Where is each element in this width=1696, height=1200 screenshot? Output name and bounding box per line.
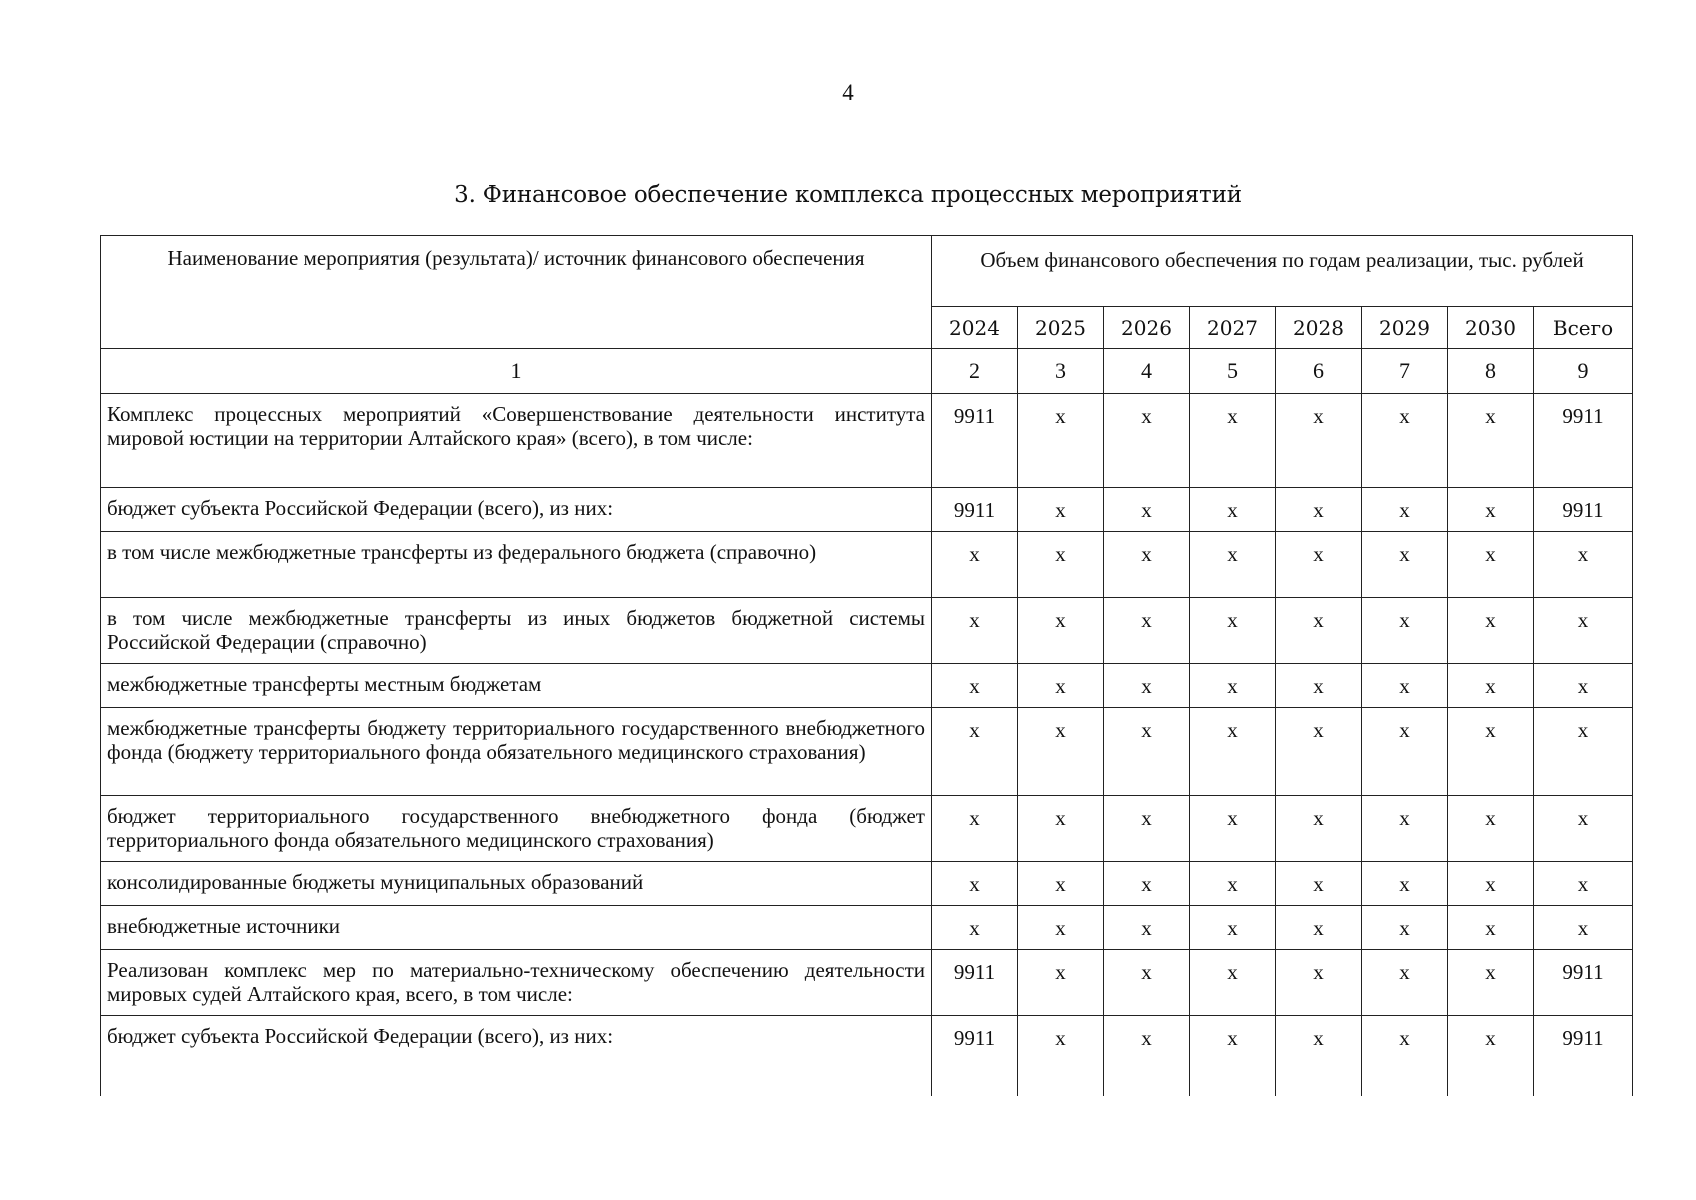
row-value-cell: x	[1104, 950, 1190, 1016]
row-value-cell: x	[1448, 488, 1534, 532]
row-total-cell: 9911	[1534, 488, 1633, 532]
row-value-cell: x	[1276, 950, 1362, 1016]
table-row	[101, 598, 1633, 664]
row-value-cell: x	[1362, 950, 1448, 1016]
column-number: 9	[1534, 349, 1633, 394]
row-value-cell: x	[1362, 1016, 1448, 1096]
row-value-cell: x	[1104, 708, 1190, 796]
row-total-cell: x	[1534, 796, 1633, 862]
column-number: 8	[1448, 349, 1534, 394]
row-value-cell: x	[1448, 708, 1534, 796]
column-number: 6	[1276, 349, 1362, 394]
row-value-cell: 9911	[932, 488, 1018, 532]
row-value-cell: x	[1190, 796, 1276, 862]
row-value-cell: x	[1018, 394, 1104, 488]
row-value-cell: x	[1018, 598, 1104, 664]
row-value-cell: x	[1018, 488, 1104, 532]
row-value-cell: x	[1362, 862, 1448, 906]
row-value-cell: x	[1276, 1016, 1362, 1096]
table-row	[101, 488, 1633, 532]
year-header: 2024	[932, 307, 1018, 349]
year-header: 2029	[1362, 307, 1448, 349]
row-value-cell: x	[932, 532, 1018, 598]
row-value-cell: x	[1104, 906, 1190, 950]
row-value-cell: x	[1190, 394, 1276, 488]
row-name-cell: межбюджетные трансферты местным бюджетам	[101, 664, 932, 708]
row-name-cell: консолидированные бюджеты муниципальных образований	[101, 862, 932, 906]
row-value-cell: 9911	[932, 950, 1018, 1016]
row-value-cell: x	[1018, 532, 1104, 598]
year-header: 2028	[1276, 307, 1362, 349]
year-header: 2026	[1104, 307, 1190, 349]
column-number: 5	[1190, 349, 1276, 394]
column-number-row	[101, 349, 1633, 394]
row-total-cell: x	[1534, 598, 1633, 664]
row-value-cell: x	[932, 664, 1018, 708]
total-header: Всего	[1534, 307, 1633, 349]
row-value-cell: x	[1276, 598, 1362, 664]
table-row	[101, 708, 1633, 796]
page-number: 4	[842, 80, 854, 105]
table-body	[101, 394, 1633, 1096]
row-value-cell: x	[1104, 598, 1190, 664]
row-name-cell: межбюджетные трансферты бюджету территориального государственного внебюджетного фонда (бюджету территориального фонда обязательного медицинского страхования)	[101, 708, 932, 796]
year-header: 2027	[1190, 307, 1276, 349]
row-total-cell: x	[1534, 862, 1633, 906]
row-name-cell: в том числе межбюджетные трансферты из иных бюджетов бюджетной системы Российской Федерации (справочно)	[101, 598, 932, 664]
header-group-cell: Объем финансового обеспечения по годам реализации, тыс. рублей	[932, 236, 1633, 307]
header-row-1	[101, 236, 1633, 307]
row-name-cell: Комплекс процессных мероприятий «Совершенствование деятельности института мировой юстиции на территории Алтайского края» (всего), в том числе:	[101, 394, 932, 488]
header-name-cell: Наименование мероприятия (результата)/ источник финансового обеспечения	[101, 236, 932, 349]
row-value-cell: x	[1362, 394, 1448, 488]
row-name-cell: бюджет территориального государственного внебюджетного фонда (бюджет территориального фонда обязательного медицинского страхования)	[101, 796, 932, 862]
row-value-cell: x	[1276, 796, 1362, 862]
row-value-cell: x	[1190, 1016, 1276, 1096]
row-value-cell: x	[1018, 664, 1104, 708]
row-value-cell: x	[1448, 862, 1534, 906]
column-number: 7	[1362, 349, 1448, 394]
row-value-cell: x	[1448, 906, 1534, 950]
row-value-cell: x	[1448, 796, 1534, 862]
row-total-cell: x	[1534, 532, 1633, 598]
row-value-cell: x	[1018, 1016, 1104, 1096]
table-row	[101, 950, 1633, 1016]
row-value-cell: x	[1104, 1016, 1190, 1096]
row-value-cell: x	[1018, 950, 1104, 1016]
row-value-cell: x	[1190, 664, 1276, 708]
row-value-cell: x	[1448, 394, 1534, 488]
row-value-cell: x	[1190, 598, 1276, 664]
row-value-cell: x	[1104, 488, 1190, 532]
row-value-cell: x	[932, 862, 1018, 906]
row-value-cell: x	[1448, 598, 1534, 664]
table-row	[101, 532, 1633, 598]
row-value-cell: x	[1190, 862, 1276, 906]
row-value-cell: x	[1276, 664, 1362, 708]
row-value-cell: x	[1190, 950, 1276, 1016]
row-value-cell: x	[1190, 906, 1276, 950]
row-value-cell: 9911	[932, 394, 1018, 488]
row-total-cell: x	[1534, 906, 1633, 950]
table-row	[101, 664, 1633, 708]
row-value-cell: x	[1190, 708, 1276, 796]
column-number: 4	[1104, 349, 1190, 394]
row-value-cell: x	[1362, 906, 1448, 950]
row-total-cell: 9911	[1534, 950, 1633, 1016]
table-row	[101, 906, 1633, 950]
row-total-cell: 9911	[1534, 1016, 1633, 1096]
table-row	[101, 796, 1633, 862]
row-name-cell: бюджет субъекта Российской Федерации (всего), из них:	[101, 488, 932, 532]
row-value-cell: x	[1276, 394, 1362, 488]
row-name-cell: в том числе межбюджетные трансферты из федерального бюджета (справочно)	[101, 532, 932, 598]
row-value-cell: x	[932, 708, 1018, 796]
row-value-cell: 9911	[932, 1016, 1018, 1096]
row-total-cell: x	[1534, 708, 1633, 796]
row-value-cell: x	[1276, 708, 1362, 796]
row-value-cell: x	[1104, 796, 1190, 862]
row-value-cell: x	[1448, 664, 1534, 708]
row-value-cell: x	[1448, 1016, 1534, 1096]
row-value-cell: x	[1276, 532, 1362, 598]
row-value-cell: x	[1448, 950, 1534, 1016]
column-number: 1	[101, 349, 932, 394]
row-total-cell: x	[1534, 664, 1633, 708]
row-value-cell: x	[1276, 488, 1362, 532]
row-value-cell: x	[1018, 708, 1104, 796]
row-value-cell: x	[932, 906, 1018, 950]
row-value-cell: x	[1276, 906, 1362, 950]
row-value-cell: x	[1362, 488, 1448, 532]
row-total-cell: 9911	[1534, 394, 1633, 488]
row-value-cell: x	[1018, 796, 1104, 862]
row-value-cell: x	[1104, 664, 1190, 708]
row-name-cell: бюджет субъекта Российской Федерации (всего), из них:	[101, 1016, 932, 1096]
row-value-cell: x	[932, 598, 1018, 664]
row-value-cell: x	[1448, 532, 1534, 598]
year-header: 2025	[1018, 307, 1104, 349]
row-value-cell: x	[1018, 906, 1104, 950]
table-row	[101, 862, 1633, 906]
row-value-cell: x	[1362, 532, 1448, 598]
table-row	[101, 394, 1633, 488]
row-value-cell: x	[1362, 664, 1448, 708]
row-value-cell: x	[1104, 394, 1190, 488]
year-header: 2030	[1448, 307, 1534, 349]
row-name-cell: Реализован комплекс мер по материально-техническому обеспечению деятельности мировых судей Алтайского края, всего, в том числе:	[101, 950, 932, 1016]
row-value-cell: x	[1190, 488, 1276, 532]
row-value-cell: x	[932, 796, 1018, 862]
row-name-cell: внебюджетные источники	[101, 906, 932, 950]
row-value-cell: x	[1362, 796, 1448, 862]
row-value-cell: x	[1276, 862, 1362, 906]
column-number: 3	[1018, 349, 1104, 394]
row-value-cell: x	[1362, 598, 1448, 664]
row-value-cell: x	[1190, 532, 1276, 598]
row-value-cell: x	[1104, 862, 1190, 906]
financing-table	[100, 235, 1633, 1096]
row-value-cell: x	[1362, 708, 1448, 796]
column-number: 2	[932, 349, 1018, 394]
row-value-cell: x	[1018, 862, 1104, 906]
section-title: 3. Финансовое обеспечение комплекса процессных мероприятий	[454, 182, 1242, 208]
row-value-cell: x	[1104, 532, 1190, 598]
table-row	[101, 1016, 1633, 1096]
